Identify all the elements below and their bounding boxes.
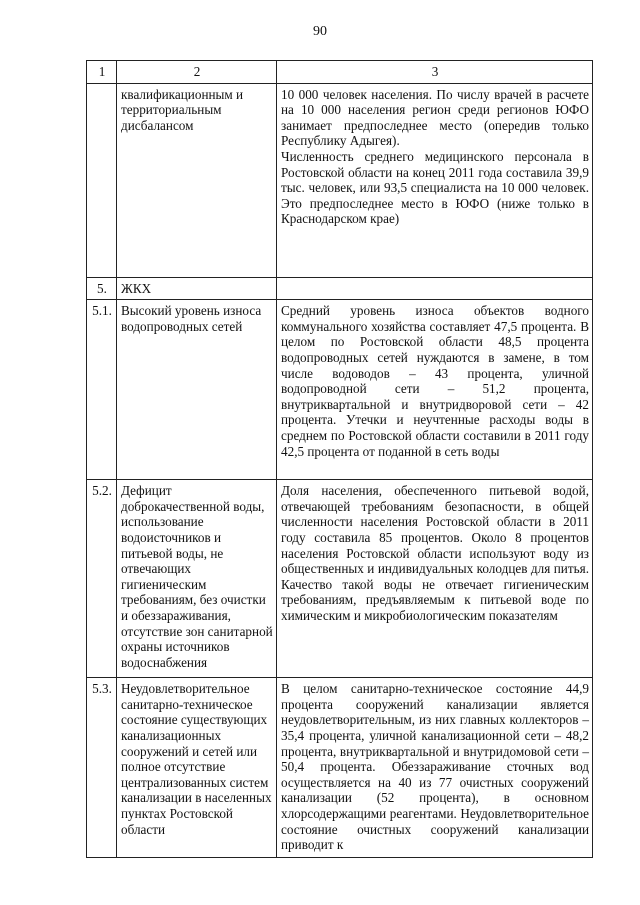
row-title: Неудовлетворительное санитарно-техническое состояние существующих канализационных сооружений и сетей или полное отсутствие централизованных систем канализации в населенных пунктах Ростовской области — [117, 678, 277, 858]
table-row — [87, 678, 593, 858]
table-row — [87, 277, 593, 300]
row-description — [277, 83, 593, 277]
description-paragraph: Численность среднего медицинского персонала в Ростовской области на конец 2011 года составила 39,9 тыс. человек, или 93,5 специалиста на 10 000 человек. Это предпоследнее место в ЮФО (ниже только в Краснодарском крае) — [281, 148, 589, 227]
row-number: 5.2. — [87, 480, 117, 678]
row-description — [277, 480, 593, 678]
row-description — [277, 300, 593, 480]
column-header: 3 — [277, 61, 593, 84]
document-table — [86, 60, 593, 858]
table-row — [87, 83, 593, 277]
table-row — [87, 480, 593, 678]
row-title: Высокий уровень износа водопроводных сетей — [117, 300, 277, 480]
row-title: ЖКХ — [117, 277, 277, 300]
row-title: квалификационным и территориальным дисбалансом — [117, 83, 277, 277]
description-paragraph: 10 000 человек населения. По числу врачей в расчете на 10 000 населения регион среди регионов ЮФО занимает предпоследнее место (опередив только Республику Адыгея). — [281, 86, 589, 149]
row-number: 5. — [87, 277, 117, 300]
row-number — [87, 83, 117, 277]
table-row — [87, 300, 593, 480]
row-description — [277, 678, 593, 858]
page-number: 90 — [313, 24, 327, 39]
row-description — [277, 277, 593, 300]
row-title: Дефицит доброкачественной воды, использование водоисточников и питьевой воды, не отвечающих гигиеническим требованиям, без очистки и обеззараживания, отсутствие зон санитарной охраны источников водоснабжения — [117, 480, 277, 678]
row-number: 5.1. — [87, 300, 117, 480]
column-header: 1 — [87, 61, 117, 84]
row-number: 5.3. — [87, 678, 117, 858]
description-paragraph: Средний уровень износа объектов водного коммунального хозяйства составляет 47,5 процента. В целом по Ростовской области 48,5 процента водопроводных сетей нуждаются в замене, в том числе водоводов – 43 процента, уличной водопроводной сети – 51,2 процента, внутриквартальной и внутридворовой сети – 42 процента. Утечки и неучтенные расходы воды в среднем по Ростовской области составили в 2011 году 42,5 процента от поданной в сеть воды — [281, 303, 589, 459]
table-header-row — [87, 61, 593, 84]
description-paragraph: Доля населения, обеспеченного питьевой водой, отвечающей требованиям безопасности, в общей численности населения Ростовской области в 2011 году составила 85 процентов. Около 8 процентов населения Ростовской области используют воду из общественных и индивидуальных колодцев для питья. Качество такой воды не отвечает гигиеническим требованиям, предъявляемым к питьевой воде по химическим и микробиологическим показателям — [281, 483, 589, 623]
description-paragraph: В целом санитарно-техническое состояние 44,9 процента сооружений канализации является неудовлетворительным, из них главных коллекторов – 35,4 процента, уличной канализационной сети – 48,2 процента, внутриквартальной и внутридомовой сети – 50,4 процента. Обеззараживание сточных вод осуществляется на 40 из 77 очистных сооружений канализации (52 процента), в основном хлорсодержащими реагентами. Неудовлетворительное состояние очистных сооружений канализации приводит к — [281, 681, 589, 853]
column-header: 2 — [117, 61, 277, 84]
